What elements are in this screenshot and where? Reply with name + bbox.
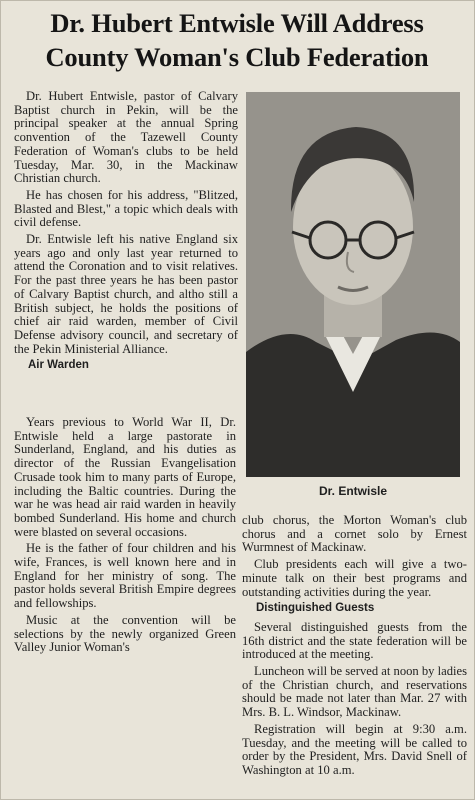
headline-line-2: County Woman's Club Federation <box>45 42 429 72</box>
paragraph: Club presidents each will give a two-minute talk on their best programs and outstanding activities during the year. <box>242 557 467 599</box>
paragraph: club chorus, the Morton Woman's club chorus and a cornet solo by Ernest Wurmnest of Mackinaw. <box>242 513 467 555</box>
paragraph: Registration will begin at 9:30 a.m. Tuesday, and the meeting will be called to order by the President, Mrs. David Snell of Washington at 10 a.m. <box>242 721 467 777</box>
paragraph: Years previous to World War II, Dr. Entwisle held a large pastorate in Sunderland, England, and his duties as director of the Russian Evangelisation Crusade took him to many parts of Europe, including the Baltic countries. During the war he was head air raid warden in heavily bombed Sunderland. His home and church were blasted on several occasions. <box>14 415 236 539</box>
paragraph: He has chosen for his address, "Blitzed, Blasted and Blest," a topic which deals with civil defense. <box>14 187 238 230</box>
headline-line-1: Dr. Hubert Entwisle Will Address <box>50 8 424 38</box>
article-column-right <box>242 514 467 781</box>
paragraph: Music at the convention will be selections by the newly organized Green Valley Junior Woman's <box>14 612 236 655</box>
paragraph: Luncheon will be served at noon by ladies of the Christian church, and reservations should be made not later than Mar. 27 with Mrs. B. L. Windsor, Mackinaw. <box>242 664 467 720</box>
article-column-left <box>14 90 238 378</box>
photo-caption: Dr. Entwisle <box>318 484 388 498</box>
paragraph: Several distinguished guests from the 16th district and the state federation will be introduced at the meeting. <box>242 619 467 662</box>
paragraph: Dr. Entwisle left his native England six years ago and only last year returned to attend the Coronation and to visit relatives. For the past three years he has been pastor of Calvary Baptist church, and altho still a British subject, he holds the positions of chief air raid warden, member of Civil Defense advisory council, and secretary of the Pekin Ministerial Alliance. <box>14 232 238 356</box>
paragraph: He is the father of four children and his wife, Frances, is well known here and in England for her ministry of song. The pastor holds several British Empire degrees and fellowships. <box>14 541 236 611</box>
paragraph: Dr. Hubert Entwisle, pastor of Calvary Baptist church in Pekin, will be the principal speaker at the annual Spring convention of the Tazewell County Federation of Woman's clubs to be held Tuesday, Mar. 30, in the Mackinaw Christian church. <box>14 89 238 186</box>
subhead-air-warden: Air Warden <box>28 359 89 372</box>
subhead-distinguished-guests: Distinguished Guests <box>256 602 375 615</box>
portrait-photo <box>246 92 460 477</box>
headline <box>6 6 468 74</box>
article-column-left-lower <box>14 416 236 658</box>
